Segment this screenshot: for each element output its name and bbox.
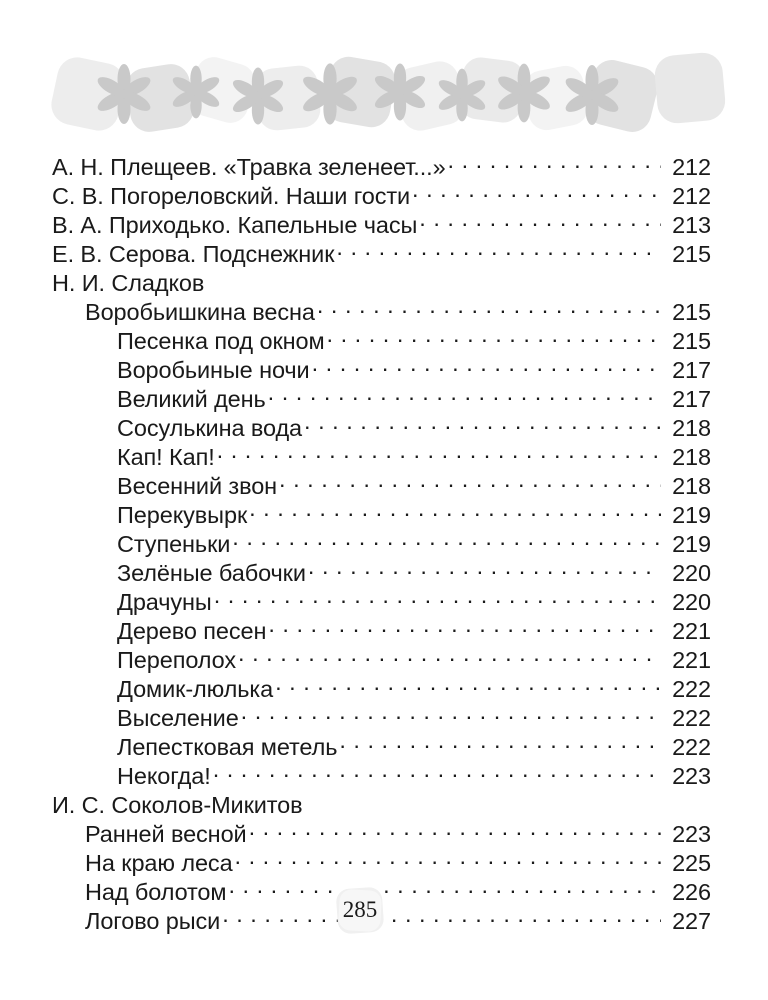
toc-entry-page: 222: [672, 734, 711, 760]
toc-entry[interactable]: [0, 523, 768, 557]
toc-entry[interactable]: [0, 581, 768, 615]
toc-entry-page: 219: [672, 531, 711, 557]
toc-dot-leader: [249, 494, 661, 523]
toc-entry-page: 218: [672, 444, 711, 470]
toc-entry-page: 222: [672, 676, 711, 702]
toc-entry-title: Домик-люлька: [117, 676, 274, 702]
toc-entry-page: 218: [672, 473, 711, 499]
toc-entry-title: Великий день: [117, 386, 266, 412]
toc-entry-page: 215: [672, 241, 711, 267]
page-number-badge: [334, 886, 386, 936]
toc-entry-title: На краю леса: [85, 850, 233, 876]
toc-entry-title: Переполох: [117, 647, 237, 673]
toc-entry-title: Дерево песен: [117, 618, 267, 644]
toc-entry-page: 222: [672, 705, 711, 731]
toc-entry[interactable]: [0, 697, 768, 731]
toc-entry-title: Воробьиные ночи: [117, 357, 310, 383]
toc-entry-title: Ранней весной: [85, 821, 247, 847]
page-number: 285: [342, 897, 378, 922]
toc-entry-title: Весенний звон: [117, 473, 278, 499]
toc-dot-leader: [308, 552, 661, 581]
toc-dot-leader: [238, 639, 661, 668]
toc-dot-leader: [419, 204, 661, 233]
toc-entry-title: И. С. Соколов-Микитов: [52, 792, 303, 818]
toc-entry-title: Перекувырк: [117, 502, 248, 528]
toc-entry[interactable]: [0, 668, 768, 702]
toc-entry-title: С. В. Погореловский. Наши гости: [52, 183, 411, 209]
toc-entry-page: 220: [672, 560, 711, 586]
toc-entry-page: 223: [672, 763, 711, 789]
toc-dot-leader: [268, 610, 661, 639]
toc-dot-leader: [228, 871, 661, 900]
toc-dot-leader: [249, 813, 661, 842]
toc-dot-leader: [336, 233, 661, 262]
toc-entry[interactable]: [0, 610, 768, 644]
toc-entry-title: В. А. Приходько. Капельные часы: [52, 212, 418, 238]
ornament-svg: [0, 46, 768, 142]
toc-dot-leader: [327, 320, 661, 349]
toc-entry-title: Лепестковая метель: [117, 734, 338, 760]
toc-dot-leader: [448, 146, 661, 175]
toc-entry-page: 223: [672, 821, 711, 847]
toc-entry[interactable]: [0, 755, 768, 789]
toc-entry-title: Н. И. Сладков: [52, 270, 205, 296]
toc-entry-title: Драчуны: [117, 589, 212, 615]
toc-entry-title: А. Н. Плещеев. «Травка зеленеет...»: [52, 154, 446, 180]
toc-dot-leader: [241, 697, 661, 726]
toc-entry-page: 212: [672, 183, 711, 209]
toc-dot-leader: [275, 668, 661, 697]
toc-dot-leader: [279, 465, 661, 494]
toc-entry-page: 212: [672, 154, 711, 180]
toc-dot-leader: [222, 900, 661, 929]
toc-entry[interactable]: [0, 552, 768, 586]
toc-dot-leader: [217, 436, 661, 465]
toc-entry[interactable]: [0, 494, 768, 528]
toc-entry-page: 213: [672, 212, 711, 238]
toc-entry-page: 217: [672, 386, 711, 412]
toc-entry-page: 215: [672, 299, 711, 325]
toc-entry-page: 219: [672, 502, 711, 528]
toc-dot-leader: [304, 407, 661, 436]
toc-entry-title: Логово рыси: [85, 908, 221, 934]
toc-dot-leader: [268, 378, 661, 407]
toc-entry[interactable]: [0, 726, 768, 760]
toc-entry-page: 217: [672, 357, 711, 383]
toc-entry-page: 218: [672, 415, 711, 441]
toc-entry-page: 227: [672, 908, 711, 934]
toc-entry-title: Песенка под окном: [117, 328, 325, 354]
toc-dot-leader: [317, 291, 661, 320]
toc-entry[interactable]: [0, 784, 768, 818]
toc-entry-title: Кап! Кап!: [117, 444, 215, 470]
toc-entry-title: Ступеньки: [117, 531, 231, 557]
toc-entry[interactable]: [0, 349, 768, 383]
header-ornament: [0, 46, 768, 142]
toc-entry-title: Воробьишкина весна: [85, 299, 315, 325]
toc-entry[interactable]: [0, 407, 768, 441]
toc-entry-page: 221: [672, 618, 711, 644]
toc-entry-page: 225: [672, 850, 711, 876]
toc-entry-title: Зелёные бабочки: [117, 560, 306, 586]
toc-entry[interactable]: [0, 146, 768, 180]
toc-entry[interactable]: [0, 436, 768, 470]
toc-entry-page: 215: [672, 328, 711, 354]
toc-entry-page: 220: [672, 589, 711, 615]
toc-entry-title: Сосулькина вода: [117, 415, 303, 441]
toc-dot-leader: [206, 262, 661, 291]
toc-entry[interactable]: [0, 378, 768, 412]
toc-dot-leader: [235, 842, 661, 871]
toc-entry-title: Над болотом: [85, 879, 227, 905]
toc-dot-leader: [312, 349, 661, 378]
toc-dot-leader: [214, 581, 661, 610]
toc-entry[interactable]: [0, 639, 768, 673]
toc-entry-title: Некогда!: [117, 763, 211, 789]
toc-entry-page: 226: [672, 879, 711, 905]
table-of-contents: [0, 146, 768, 934]
toc-dot-leader: [305, 784, 661, 813]
toc-dot-leader: [232, 523, 661, 552]
toc-dot-leader: [339, 726, 661, 755]
toc-entry[interactable]: [0, 465, 768, 499]
toc-entry-title: Выселение: [117, 705, 239, 731]
toc-entry-title: Е. В. Серова. Подснежник: [52, 241, 335, 267]
toc-entry-page: 221: [672, 647, 711, 673]
toc-dot-leader: [412, 175, 661, 204]
toc-dot-leader: [213, 755, 661, 784]
